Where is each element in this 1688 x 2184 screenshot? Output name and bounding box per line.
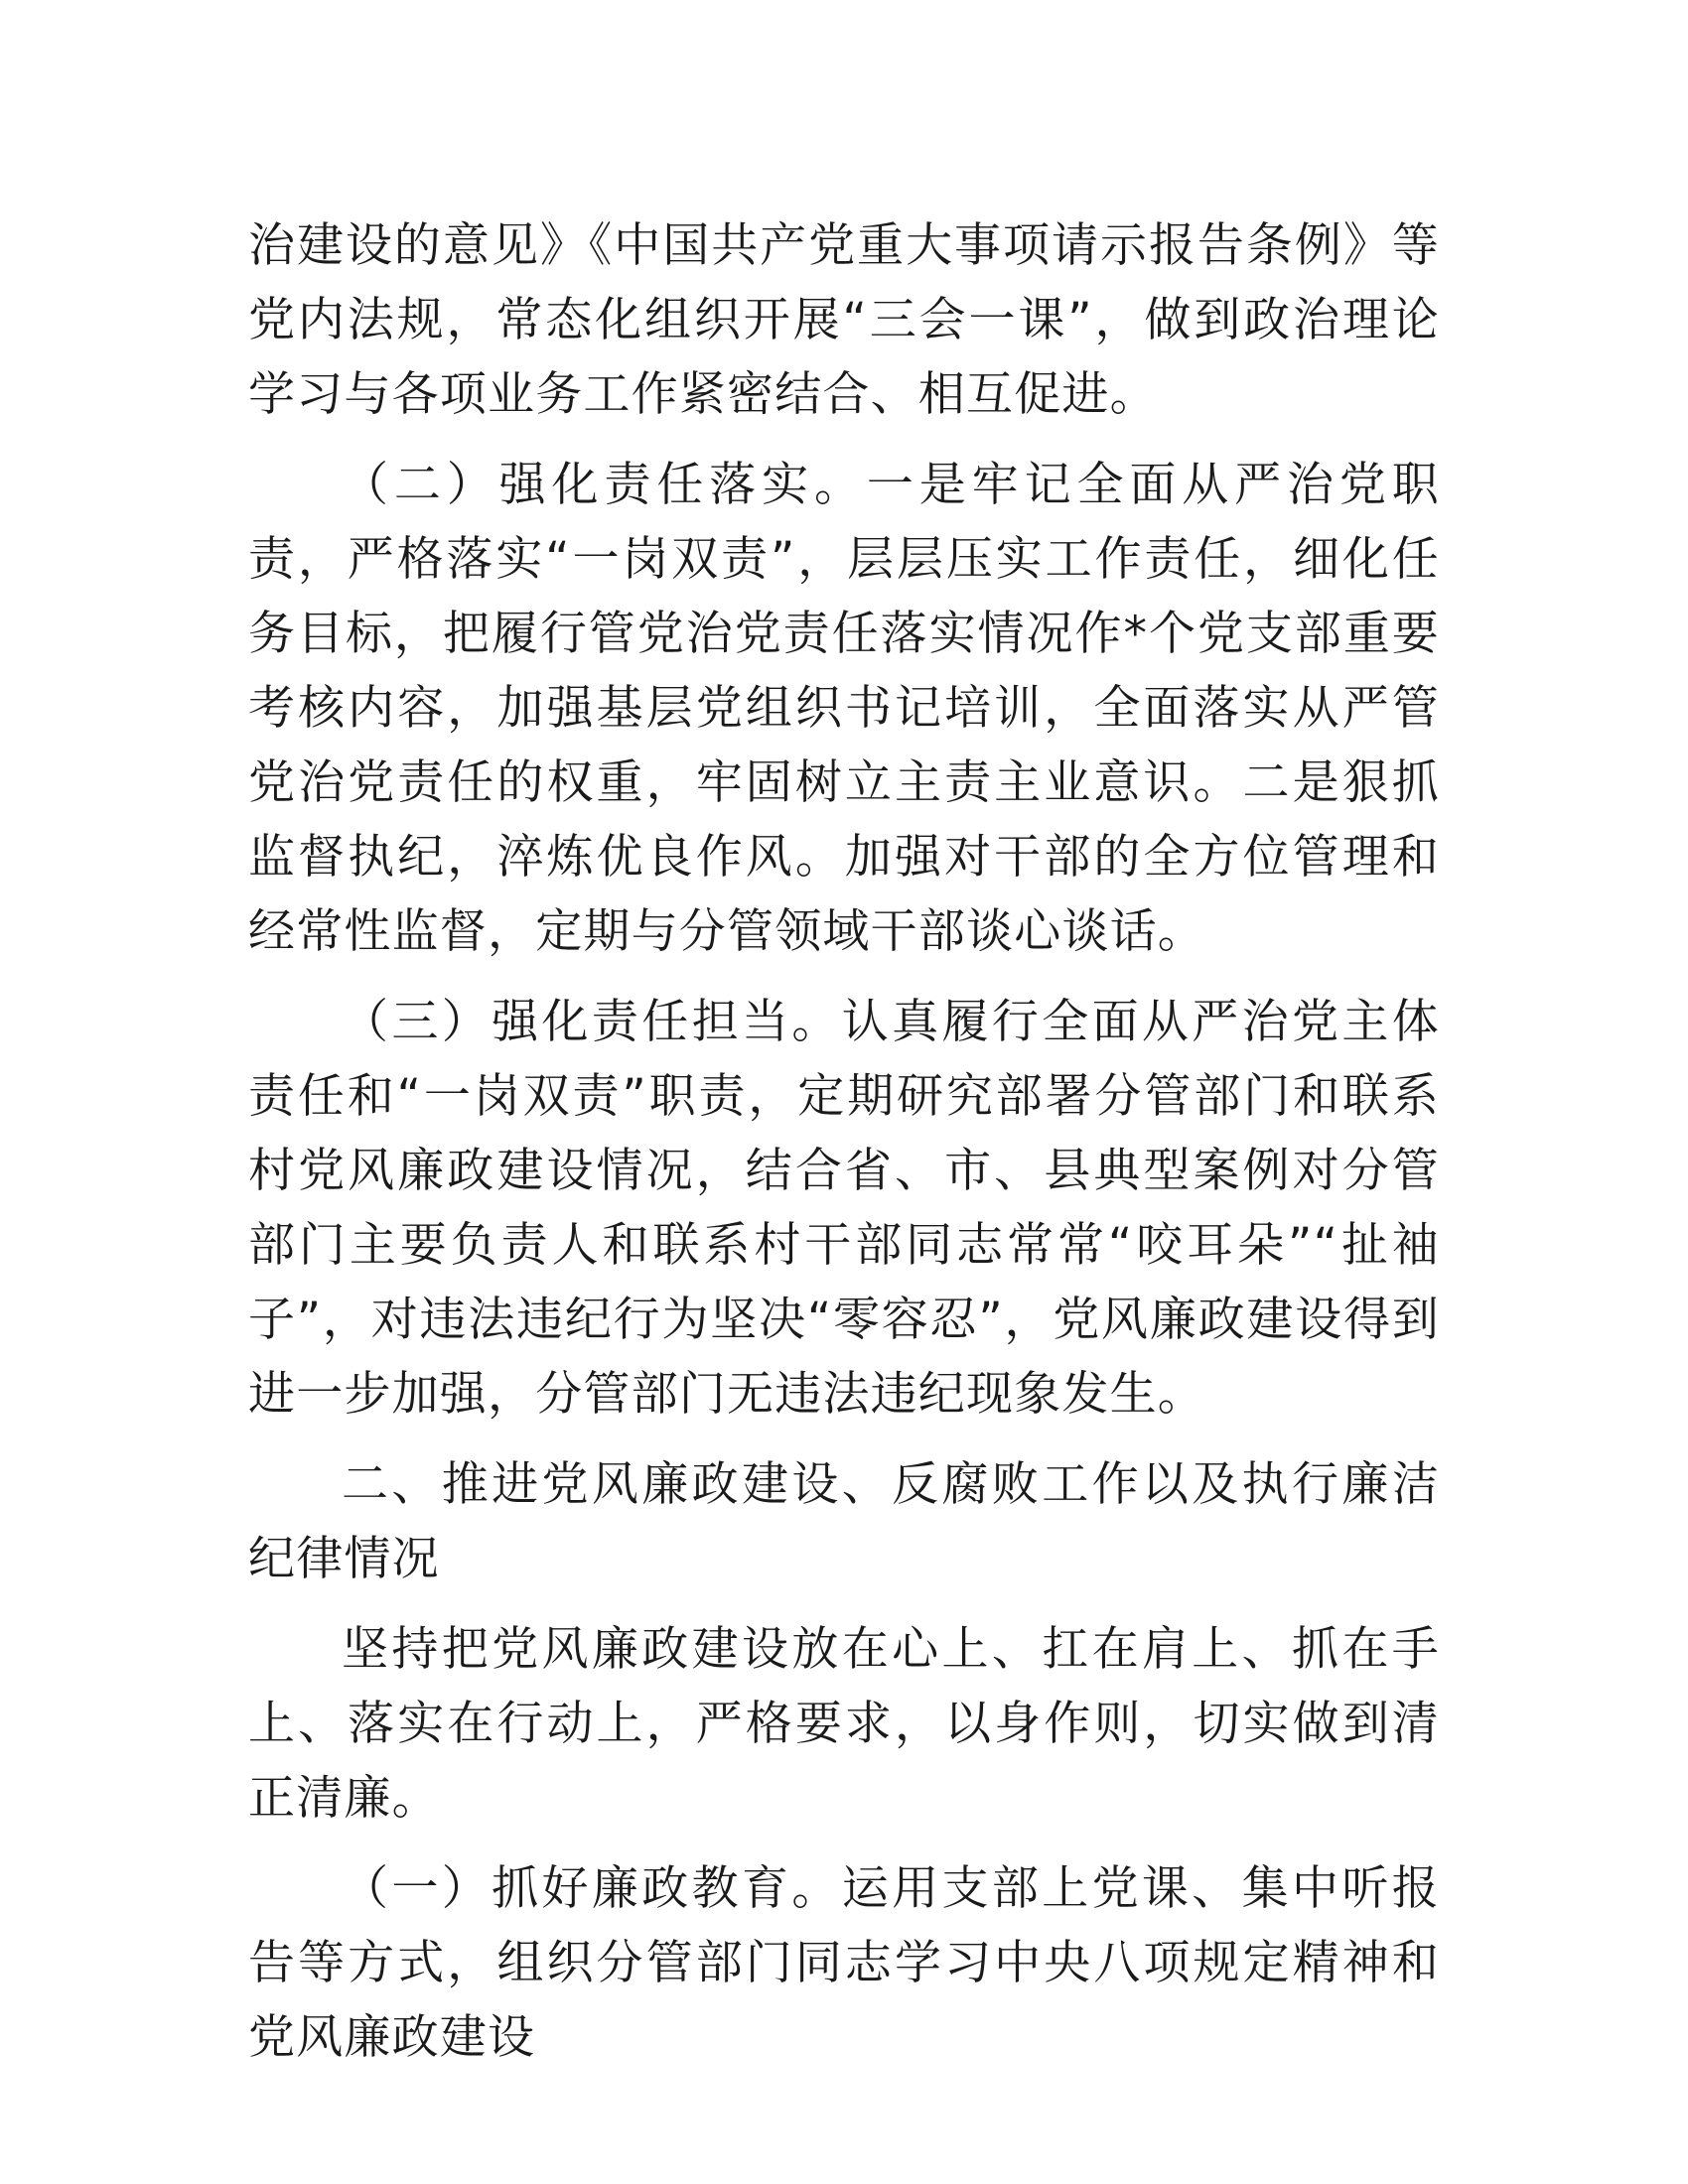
paragraph-responsibility-commitment: （三）强化责任担当。认真履行全面从严治党主体责任和“一岗双责”职责，定期研究部署分管部门和联系村党风廉政建设情况，结合省、市、县典型案例对分管部门主要负责人和联系村干部同志常常“咬耳朵”“扯袖子”，对违法违纪行为坚决“零容忍”，党风廉政建设得到进一步加强，分管部门无违法违纪现象发生。 xyxy=(248,995,1440,1422)
paragraph-integrity-education: （一）抓好廉政教育。运用支部上党课、集中听报告等方式，组织分管部门同志学习中央八项规定精神和党风廉政建设 xyxy=(248,1861,1440,2065)
paragraph-responsibility-implementation: （二）强化责任落实。一是牢记全面从严治党职责，严格落实“一岗双责”，层层压实工作责任，细化任务目标，把履行管党治党责任落实情况作*个党支部重要考核内容，加强基层党组织书记培训，全面落实从严管党治党责任的权重，牢固树立主责主业意识。二是狠抓监督执纪，淬炼优良作风。加强对干部的全方位管理和经常性监督，定期与分管领域干部谈心谈话。 xyxy=(248,458,1440,959)
paragraph-continued: 治建设的意见》《中国共产党重大事项请示报告条例》等党内法规，常态化组织开展“三会一课”，做到政治理论学习与各项业务工作紧密结合、相互促进。 xyxy=(248,218,1440,422)
paragraph-section-intro: 坚持把党风廉政建设放在心上、扛在肩上、抓在手上、落实在行动上，严格要求，以身作则，切实做到清正清廉。 xyxy=(248,1622,1440,1826)
section-heading-two: 二、推进党风廉政建设、反腐败工作以及执行廉洁纪律情况 xyxy=(248,1457,1440,1586)
document-body xyxy=(248,208,1440,2075)
